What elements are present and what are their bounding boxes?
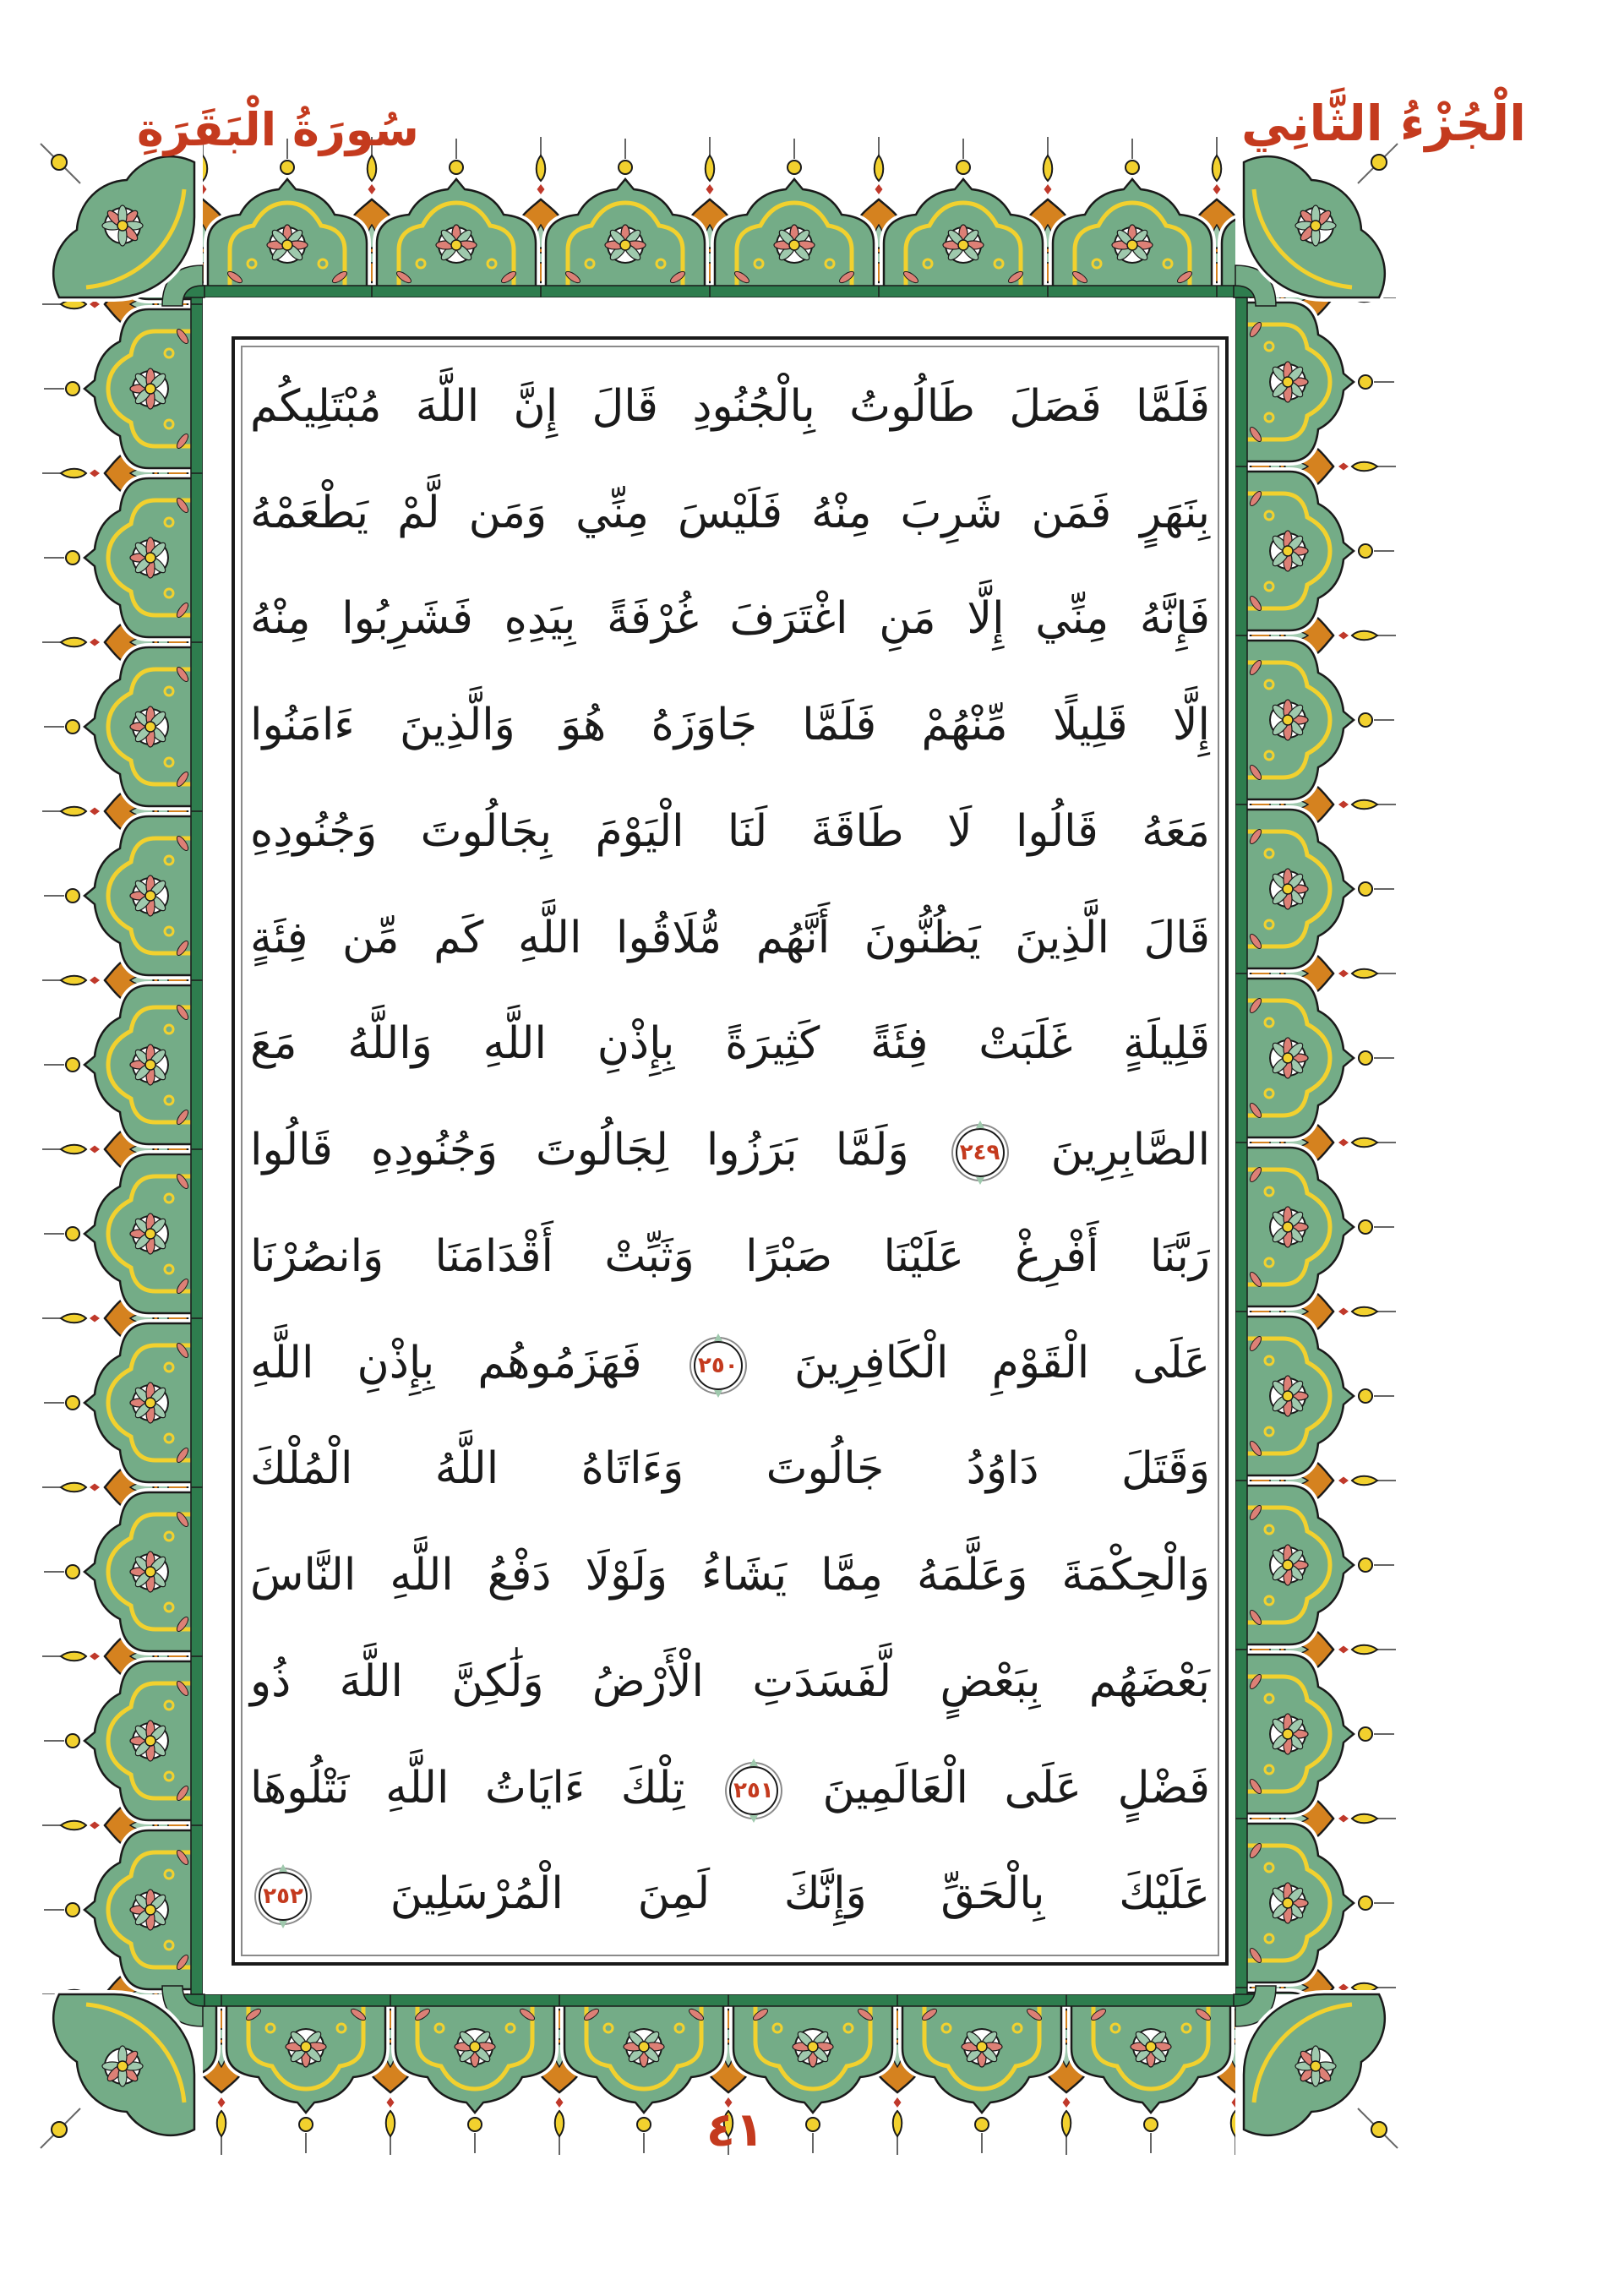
verse-number: ٢٥١ (733, 1777, 774, 1803)
quran-line-10: عَلَى الْقَوْمِ الْكَافِرِينَ ٢٥٠ فَهَزَمُوهُم بِإِذْنِ اللَّهِ (250, 1337, 1211, 1388)
quran-line-6: قَالَ الَّذِينَ يَظُنُّونَ أَنَّهُم مُّلَاقُوا اللَّهِ كَم مِّن فِئَةٍ (250, 912, 1210, 963)
border-corner-top-right (1234, 144, 1398, 306)
quran-line-9: رَبَّنَا أَفْرِغْ عَلَيْنَا صَبْرًا وَثَبِّتْ أَقْدَامَنَا وَانصُرْنَا (250, 1230, 1210, 1282)
verse-end-marker (956, 1128, 1005, 1177)
verse-number: ٢٤٩ (959, 1140, 1000, 1166)
verse-end-marker (259, 1872, 308, 1921)
border-corner-bottom-left (41, 1986, 204, 2148)
quran-line-1: فَلَمَّا فَصَلَ طَالُوتُ بِالْجُنُودِ قَالَ إِنَّ اللَّهَ مُبْتَلِيكُم (250, 381, 1210, 432)
verse-number: ٢٥٢ (263, 1884, 303, 1910)
juz-title: الْجُزْءُ الثَّانِي (1241, 95, 1526, 152)
page-number: ٤١ (706, 2102, 765, 2157)
quran-line-5: مَعَهُ قَالُوا لَا طَاقَةَ لَنَا الْيَوْمَ بِجَالُوتَ وَجُنُودِهِ (250, 805, 1210, 857)
quran-line-14: فَضْلٍ عَلَى الْعَالَمِينَ ٢٥١ تِلْكَ ءَايَاتُ اللَّهِ نَتْلُوهَا (250, 1762, 1210, 1813)
border-corner-bottom-right (1234, 1986, 1398, 2148)
quran-line-11: وَقَتَلَ دَاوُدُ جَالُوتَ وَءَاتَاهُ اللَّهُ الْمُلْكَ (250, 1443, 1210, 1495)
border-right (1235, 297, 1396, 1994)
quran-line-2: بِنَهَرٍ فَمَن شَرِبَ مِنْهُ فَلَيْسَ مِنِّي وَمَن لَّمْ يَطْعَمْهُ (250, 487, 1210, 538)
verse-end-marker (694, 1341, 743, 1390)
verse-end-marker (729, 1766, 778, 1815)
quran-line-8: الصَّابِرِينَ ٢٤٩ وَلَمَّا بَرَزُوا لِجَالُوتَ وَجُنُودِهِ قَالُوا (250, 1125, 1211, 1176)
quran-line-4: إِلَّا قَلِيلًا مِّنْهُمْ فَلَمَّا جَاوَزَهُ هُوَ وَالَّذِينَ ءَامَنُوا (250, 700, 1210, 751)
quran-line-7: قَلِيلَةٍ غَلَبَتْ فِئَةً كَثِيرَةً بِإِذْنِ اللَّهِ وَاللَّهُ مَعَ (250, 1018, 1210, 1070)
border-top (203, 137, 1235, 297)
quran-line-13: بَعْضَهُم بِبَعْضٍ لَّفَسَدَتِ الْأَرْضُ وَلَٰكِنَّ اللَّهَ ذُو (250, 1655, 1210, 1707)
quran-line-3: فَإِنَّهُ مِنِّي إِلَّا مَنِ اغْتَرَفَ غُرْفَةً بِيَدِهِ فَشَرِبُوا مِنْهُ (250, 593, 1210, 645)
surah-title: سُورَةُ الْبَقَرَةِ (137, 103, 419, 156)
border-left (42, 297, 203, 1994)
border-corner-top-left (41, 144, 204, 306)
quran-line-15: عَلَيْكَ بِالْحَقِّ وَإِنَّكَ لَمِنَ الْمُرْسَلِينَ ٢٥٢ (250, 1841, 1210, 1948)
verse-number: ٢٥٠ (698, 1352, 739, 1378)
quran-text-block (250, 354, 1210, 1948)
quran-line-12: وَالْحِكْمَةَ وَعَلَّمَهُ مِمَّا يَشَاءُ وَلَوْلَا دَفْعُ اللَّهِ النَّاسَ (250, 1550, 1210, 1601)
